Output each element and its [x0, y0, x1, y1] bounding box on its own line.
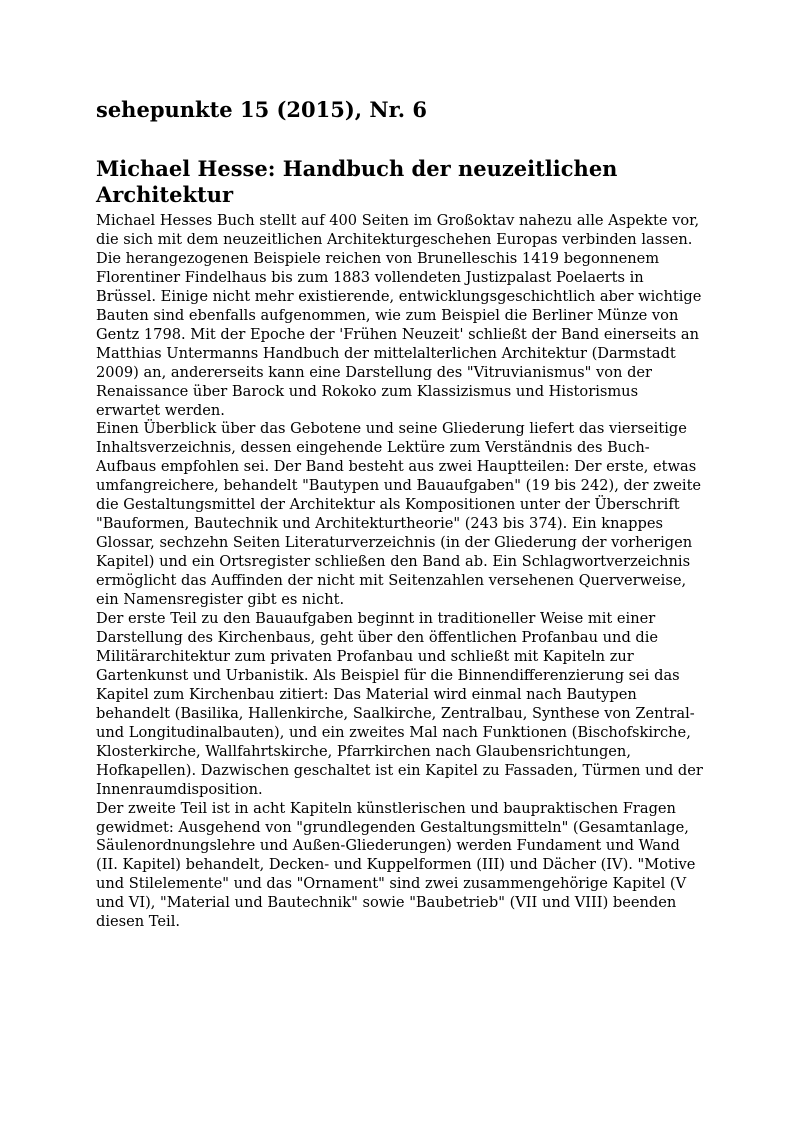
article-body [96, 212, 706, 932]
paragraph-2: Einen Überblick über das Gebotene und seine Gliederung liefert das vierseitige Inhaltsverzeichnis, dessen eingehende Lektüre zum Verständnis des Buch-Aufbaus empfohlen sei. Der Band besteht aus zwei Hauptteilen: Der erste, etwas umfangreichere, behandelt "Bautypen und Bauaufgaben" (19 bis 242), der zweite die Gestaltungsmittel der Architektur als Kompositionen unter der Überschrift "Bauformen, Bautechnik und Architekturtheorie" (243 bis 374). Ein knappes Glossar, sechzehn Seiten Literaturverzeichnis (in der Gliederung der vorherigen Kapitel) und ein Ortsregister schließen den Band ab. Ein Schlagwortverzeichnis ermöglicht das Auffinden der nicht mit Seitenzahlen versehenen Querverweise, ein Namensregister gibt es nicht. [96, 420, 702, 609]
issue-heading: sehepunkte 15 (2015), Nr. 6 [96, 97, 427, 122]
paragraph-4: Der zweite Teil ist in acht Kapiteln künstlerischen und baupraktischen Fragen gewidmet: Ausgehend von "grundlegenden Gestaltungsmitteln" (Gesamtanlage, Säulenordnungslehre und Außen-Gliederungen) werden Fundament und Wand (II. Kapitel) behandelt, Decken- und Kuppelformen (III) und Dächer (IV). "Motive und Stilelemente" und das "Ornament" sind zwei zusammengehörige Kapitel (V und VI), "Material und Bautechnik" sowie "Baubetrieb" (VII und VIII) beenden diesen Teil. [96, 799, 696, 931]
paragraph-1: Michael Hesses Buch stellt auf 400 Seiten im Großoktav nahezu alle Aspekte vor, die sich mit dem neuzeitlichen Architekturgeschehen Europas verbinden lassen. Die herangezogenen Beispiele reichen von Brunelleschis 1419 begonnenem Florentiner Findelhaus bis zum 1883 vollendeten Justizpalast Poelaerts in Brüssel. Einige nicht mehr existierende, entwicklungsgeschichtlich aber wichtige Bauten sind ebenfalls aufgenommen, wie zum Beispiel die Berliner Münze von Gentz 1798. Mit der Epoche der 'Frühen Neuzeit' schließt der Band einerseits an Matthias Untermanns Handbuch der mittelalterlichen Architektur (Darmstadt 2009) an, andererseits kann eine Darstellung des "Vitruvianismus" von der Renaissance über Barock und Rokoko zum Klassizismus und Historismus erwartet werden. [96, 212, 702, 419]
paragraph-3: Der erste Teil zu den Bauaufgaben beginnt in traditioneller Weise mit einer Darstellung des Kirchenbaus, geht über den öffentlichen Profanbau und die Militärarchitektur zum privaten Profanbau und schließt mit Kapiteln zur Gartenkunst und Urbanistik. Als Beispiel für die Binnendifferenzierung sei das Kapitel zum Kirchenbau zitiert: Das Material wird einmal nach Bautypen behandelt (Basilika, Hallenkirche, Saalkirche, Zentralbau, Synthese von Zentral- und Longitudinalbauten), und ein zweites Mal nach Funktionen (Bischofskirche, Klosterkirche, Wallfahrtskirche, Pfarrkirchen nach Glaubensrichtungen, Hofkapellen). Dazwischen geschaltet ist ein Kapitel zu Fassaden, Türmen und der Innenraumdisposition. [96, 610, 703, 798]
document-page [96, 96, 706, 932]
article-title: Michael Hesse: Handbuch der neuzeitlichen Architektur [96, 156, 618, 207]
